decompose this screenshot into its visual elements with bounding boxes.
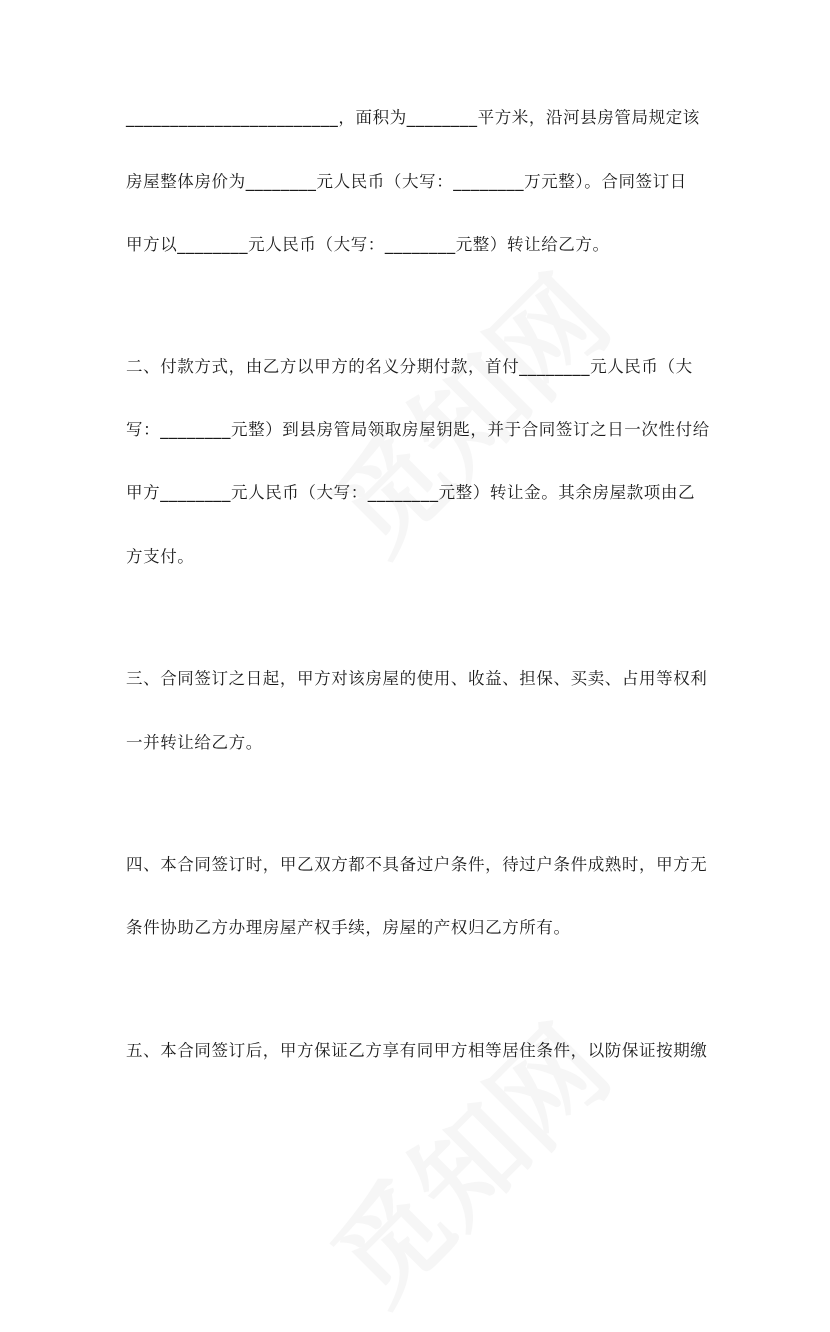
text-line: 写：________元整）到县房管局领取房屋钥匙，并于合同签订之日一次性付给 (126, 420, 710, 439)
text-line: 甲方________元人民币（大写：________元整）转让金。其余房屋款项由乙 (126, 483, 696, 502)
text-line: ________________________，面积为________平方米，沿河县房管局规定该 (126, 108, 700, 127)
text-line: 四、本合同签订时，甲乙双方都不具备过户条件，待过户条件成熟时，甲方无 (126, 855, 708, 874)
text-line: 二、付款方式，由乙方以甲方的名义分期付款，首付________元人民币（大 (126, 357, 693, 376)
watermark-logo (292, 236, 637, 581)
text-line: 甲方以________元人民币（大写：________元整）转让给乙方。 (126, 235, 610, 254)
text-line: 房屋整体房价为________元人民币（大写：________万元整）。合同签订日 (126, 172, 687, 191)
text-line: 一并转让给乙方。 (126, 733, 263, 752)
text-line: 方支付。 (126, 547, 195, 566)
text-line: 条件协助乙方办理房屋产权手续，房屋的产权归乙方所有。 (126, 918, 571, 937)
text-line: 五、本合同签订后，甲方保证乙方享有同甲方相等居住条件，以防保证按期缴 (126, 1041, 708, 1060)
text-line: 三、合同签订之日起，甲方对该房屋的使用、收益、担保、买卖、占用等权利 (126, 669, 708, 688)
